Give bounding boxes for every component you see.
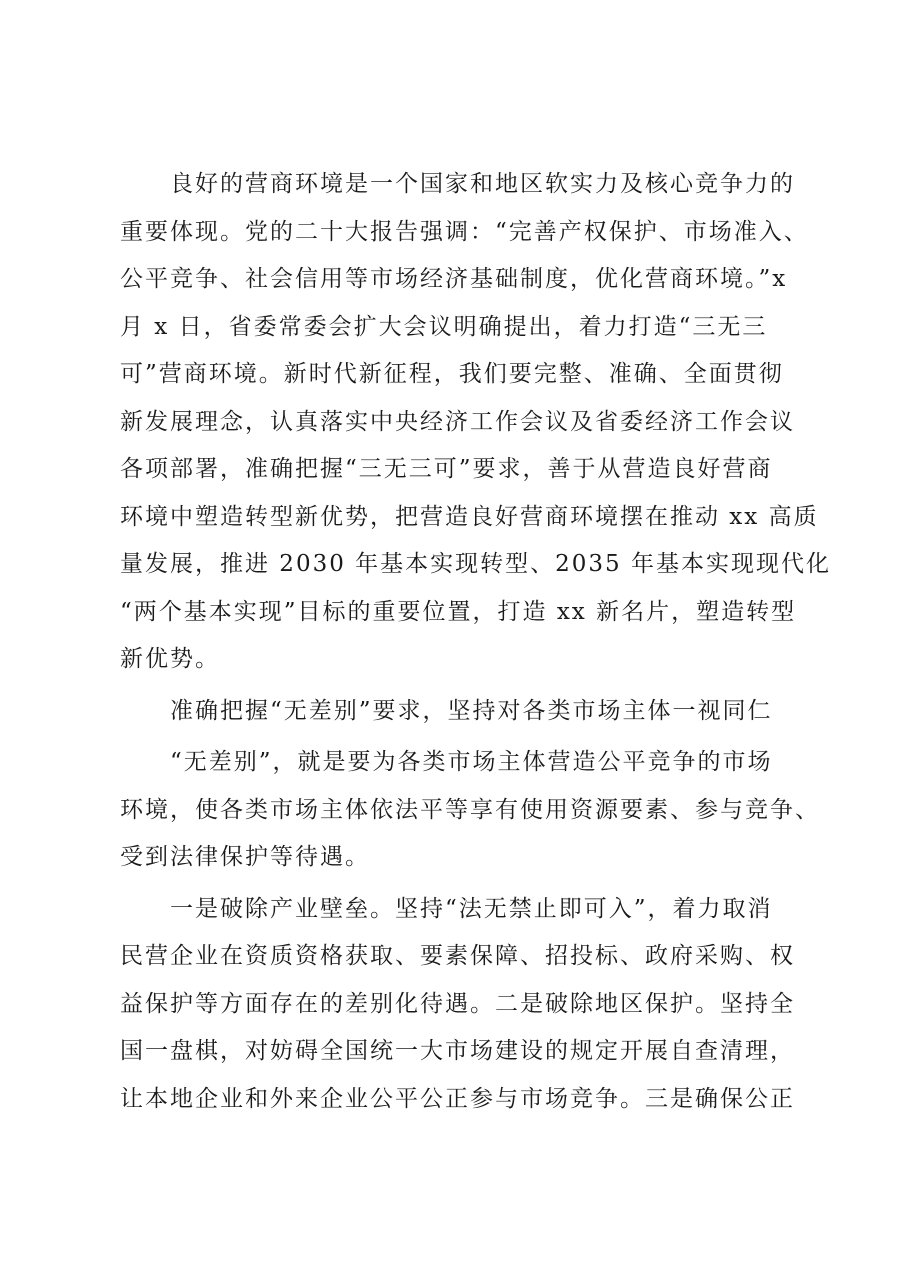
text-line: “无差别”，就是要为各类市场主体营造公平竞争的市场	[170, 749, 773, 775]
text-line: 新发展理念，认真落实中央经济工作会议及省委经济工作会议	[120, 408, 795, 435]
text-line: 国一盘棋，对妨碍全国统一大市场建设的规定开展自查清理，	[120, 1038, 795, 1064]
text-line: 环境，使各类市场主体依法平等享有使用资源要素、参与竞争、	[120, 796, 820, 823]
paragraph-definition	[120, 739, 830, 882]
text-line: 量发展，推进 2030 年基本实现转型、2035 年基本实现现代化	[120, 551, 831, 577]
document-body	[120, 161, 830, 1127]
text-line: 月 x 日，省委常委会扩大会议明确提出，着力打造“三无三	[120, 313, 768, 340]
heading-line: 准确把握“无差别”要求，坚持对各类市场主体一视同仁	[170, 697, 773, 724]
text-line: 新优势。	[120, 646, 220, 672]
text-line: 各项部署，准确把握“三无三可”要求，善于从营造良好营商	[120, 456, 773, 482]
text-line: 重要体现。党的二十大报告强调：“完善产权保护、市场准入、	[120, 218, 809, 245]
text-line: 一是破除产业壁垒。坚持“法无禁止即可入”，着力取消	[170, 895, 773, 922]
text-line: 可”营商环境。新时代新征程，我们要完整、准确、全面贯彻	[120, 361, 784, 387]
text-line: 良好的营商环境是一个国家和地区软实力及核心竞争力的	[170, 171, 795, 197]
text-line: 益保护等方面存在的差别化待遇。二是破除地区保护。坚持全	[120, 990, 795, 1017]
text-line: 民营企业在资质资格获取、要素保障、招投标、政府采购、权	[120, 943, 795, 969]
text-line: 受到法律保护等待遇。	[120, 844, 370, 870]
text-line: 让本地企业和外来企业公平公正参与市场竞争。三是确保公正	[120, 1085, 795, 1112]
text-line: 公平竞争、社会信用等市场经济基础制度，优化营商环境。”x	[120, 266, 788, 292]
text-line: “两个基本实现”目标的重要位置，打造 xx 新名片，塑造转型	[120, 598, 797, 625]
section-heading	[120, 688, 830, 736]
paragraph-measures	[120, 886, 830, 1124]
paragraph-intro	[120, 161, 830, 684]
text-line: 环境中塑造转型新优势，把营造良好营商环境摆在推动 xx 高质	[120, 503, 819, 530]
